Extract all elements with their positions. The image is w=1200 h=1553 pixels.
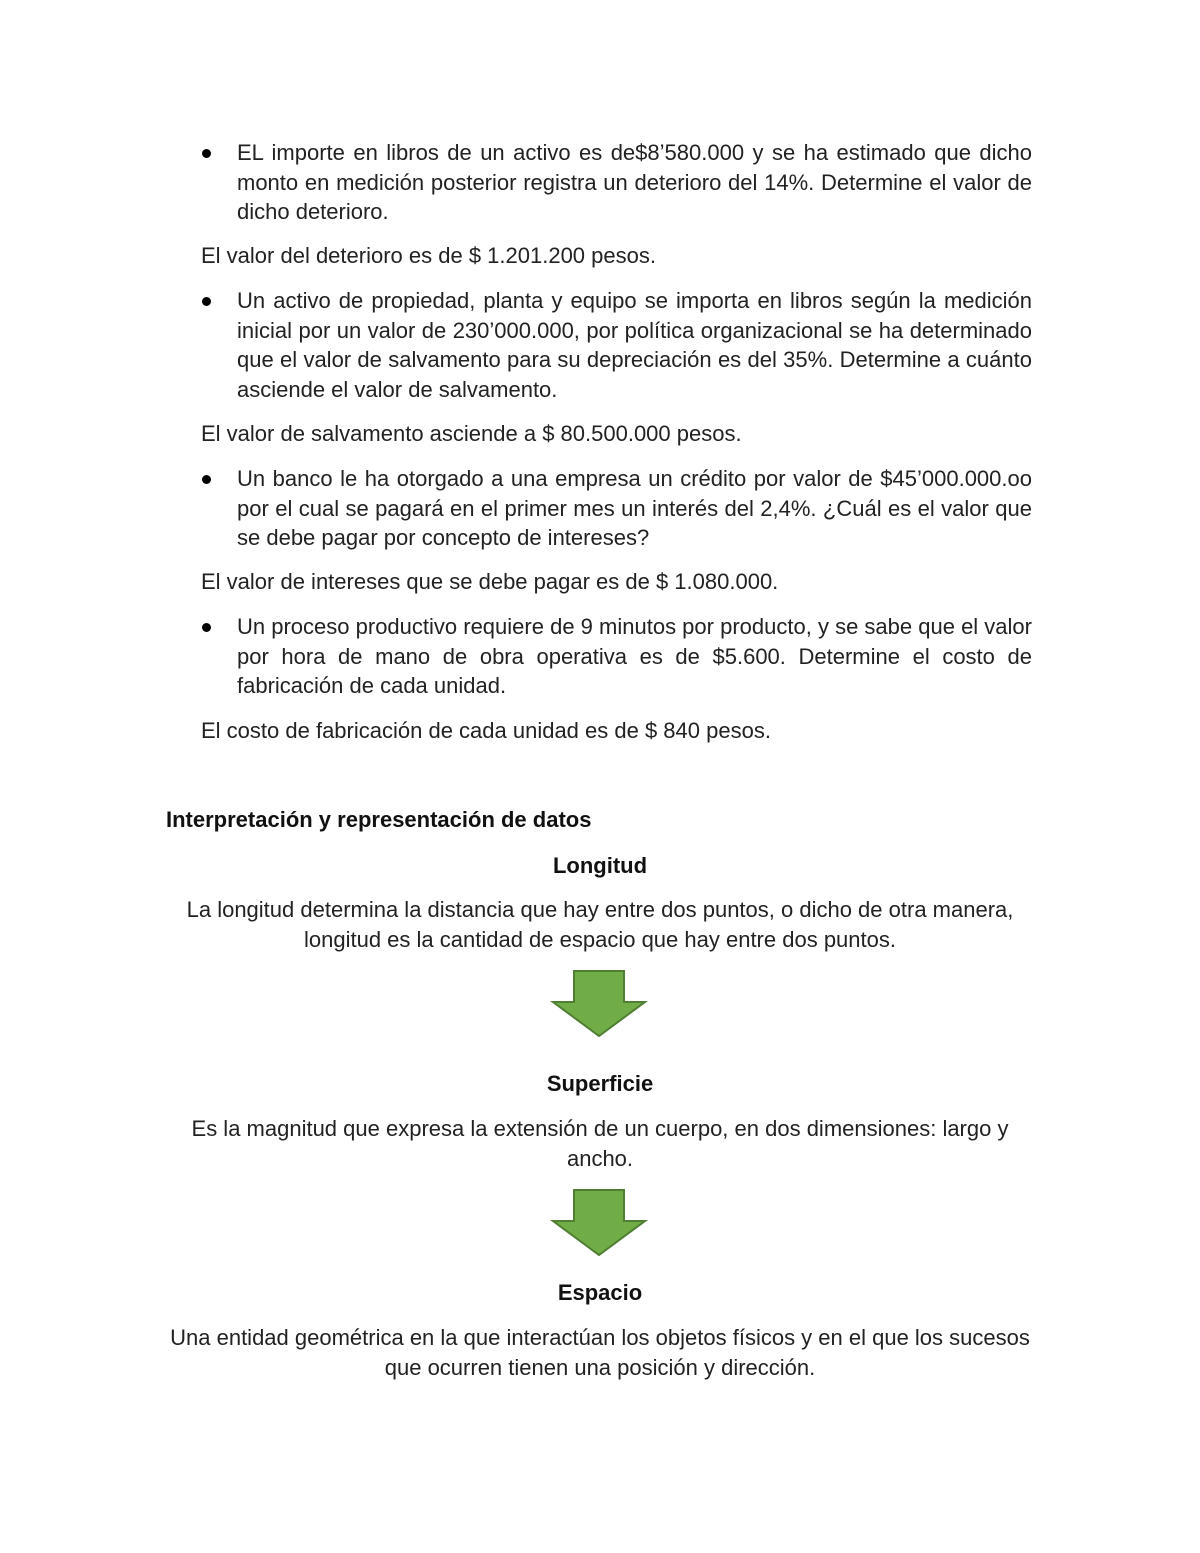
answer-text: El valor del deterioro es de $ 1.201.200 pesos. xyxy=(201,243,656,268)
bullet-icon xyxy=(202,149,211,158)
bullet-icon xyxy=(202,623,211,632)
bullet-icon xyxy=(202,475,211,484)
question-item xyxy=(200,464,1032,553)
answer-text: El costo de fabricación de cada unidad es de $ 840 pesos. xyxy=(201,718,771,743)
question-text: Un proceso productivo requiere de 9 minutos por producto, y se sabe que el valor por hora de mano de obra operativa es de $5.600. Determine el costo de fabricación de cada unidad. xyxy=(237,614,1032,698)
question-item xyxy=(200,612,1032,701)
concept-title: Espacio xyxy=(557,1280,643,1305)
concept-text: La longitud determina la distancia que hay entre dos puntos, o dicho de otra manera, longitud es la cantidad de espacio que hay entre dos puntos. xyxy=(186,897,1014,952)
question-text: Un banco le ha otorgado a una empresa un crédito por valor de $45’000.000.oo por el cual se pagará en el primer mes un interés del 2,4%. ¿Cuál es el valor que se debe pagar por concepto de intereses? xyxy=(237,466,1032,550)
answer-text: El valor de salvamento asciende a $ 80.500.000 pesos. xyxy=(201,421,742,446)
down-arrow-icon xyxy=(549,969,649,1039)
section-heading: Interpretación y representación de datos xyxy=(166,807,592,832)
bullet-icon xyxy=(202,297,211,306)
answer-text: El valor de intereses que se debe pagar es de $ 1.080.000. xyxy=(201,569,779,594)
concept-title: Longitud xyxy=(552,853,648,878)
question-item xyxy=(200,138,1032,227)
down-arrow-icon xyxy=(549,1188,649,1258)
concept-text: Es la magnitud que expresa la extensión de un cuerpo, en dos dimensiones: largo y ancho. xyxy=(191,1116,1009,1171)
question-item xyxy=(200,286,1032,404)
question-text: EL importe en libros de un activo es de$8’580.000 y se ha estimado que dicho monto en medición posterior registra un deterioro del 14%. Determine el valor de dicho deterioro. xyxy=(237,140,1032,224)
question-text: Un activo de propiedad, planta y equipo se importa en libros según la medición inicial por un valor de 230’000.000, por política organizacional se ha determinado que el valor de salvamento para su depreciación es del 35%. Determine a cuánto asciende el valor de salvamento. xyxy=(237,288,1032,402)
concept-title: Superficie xyxy=(546,1071,654,1096)
down-arrow-shape xyxy=(553,1190,645,1255)
concept-text: Una entidad geométrica en la que interactúan los objetos físicos y en el que los sucesos que ocurren tienen una posición y dirección. xyxy=(170,1325,1030,1380)
down-arrow-shape xyxy=(553,971,645,1036)
